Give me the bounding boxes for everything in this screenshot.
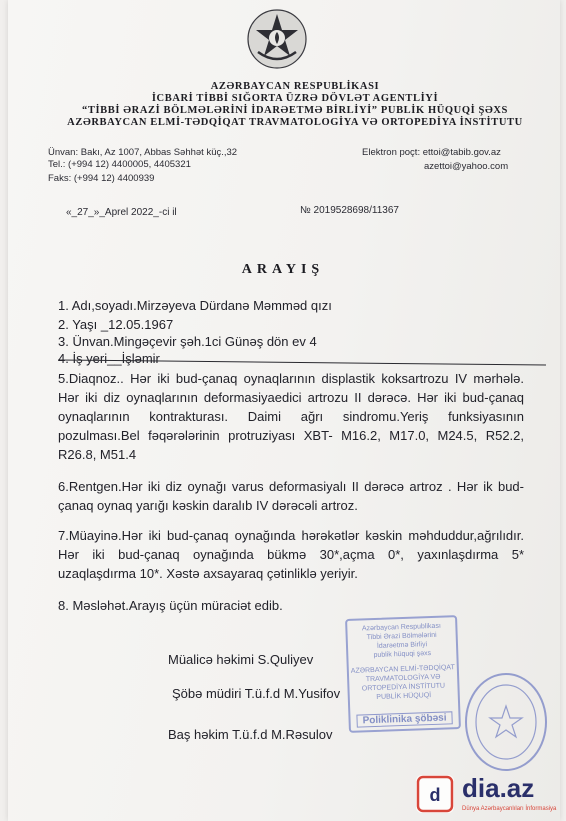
exam-paragraph: 7.Müayinə.Hər iki bud-çanaq oynağında hərəkətlər kəskin məhduddur,ağrılıdır. Hər iki bud-çanaq oynağında bükmə 30*,açma 0*, yaxınlaşdırma 5* uzaqlaşdırma 10*. Xəstə axsayaraq çətinliklə yeriyir. [58,528,524,581]
advice-paragraph: 8. Məsləhət.Arayış üçün müraciət edib. [58,598,283,613]
diagnosis-paragraph: 5.Diaqnoz.. Hər iki bud-çanaq oynaqlarının displastik koksartrozu IV mərhələ. Hər iki diz oynaqlarının deformasiyaedici artrozu II dərəcə. Hər iki bud-çanaq oynaqlarının kontrakturası. Daimi ağrı sindromu.Yeriş funksiyasının pozulması.Bel fəqərələrinin protruziyası XBT- M16.2, M17.0, M24.5, R52.2, R26.8, M51.4 [58,371,524,462]
svg-text:d: d [429,785,441,805]
watermark-subtitle: Dünya Azərbaycanlıları İnformasiya [462,806,557,812]
stamp-line: AZƏRBAYCAN ELMİ-TƏDQİQAT [350,664,455,675]
stamp-line: Azərbaycan Respublikası [361,622,441,633]
institution-stamp [345,615,461,733]
email-text-1: Elektron poçt: ettoi@tabib.gov.az [362,147,501,158]
email-text-2: azettoi@yahoo.com [424,161,509,172]
department-head-signature-line: Şöbə müdiri T.ü.f.d M.Yusifov [172,686,341,701]
rentgen-paragraph: 6.Rentgen.Hər iki diz oynağı varus deformasiyalı II dərəcə artroz . Hər ik bud-çanaq oynaq yarığı kəskin daralıb IV dərəcəli artroz. [58,479,524,513]
stamp-line: publik hüquqi şəxs [373,650,432,660]
doctor-signature-line: Müalicə həkimi S.Quliyev [168,652,314,667]
document-title: ARAYIŞ [241,262,325,277]
fax-text: Faks: (+994 12) 4400939 [48,173,155,184]
document-number: № 2019528698/11367 [300,205,399,216]
address-text: Ünvan: Bakı, Az 1007, Abbas Səhhət küç.,32 [48,147,238,158]
org-line-3: “TİBBİ ƏRAZİ BÖLMƏLƏRİNİ İDARƏETMƏ BİRLİYİ” PUBLİK HÜQUQİ ŞƏXS [82,105,508,116]
stamp-line: PUBLİK HÜQUQİ [376,692,432,701]
chief-doctor-signature-line: Baş həkim T.ü.f.d M.Rəsulov [168,727,333,742]
state-emblem-icon [246,8,308,70]
field-age: 2. Yaşı _12.05.1967 [58,317,174,332]
stamp-line: TRAVMATOLOGİYA VƏ [365,673,441,684]
document-date: «_27_»_Aprel 2022_-ci il [66,207,177,218]
field-name: 1. Adı,soyadı.Mirzəyeva Dürdanə Məmməd qızı [58,298,332,313]
field-workplace: 4. İş yeri__İşləmir [58,351,160,366]
field-address: 3. Ünvan.Mingəçevir şəh.1ci Günəş dön ev 4 [58,334,317,349]
phone-text: Tel.: (+994 12) 4400005, 4405321 [48,159,191,170]
stamp-line: Tibbi Ərazi Bölmələrini [366,631,437,642]
watermark-brand: dia.az [462,773,535,803]
org-line-2: İCBARİ TİBBİ SIĞORTA ÜZRƏ DÖVLƏT AGENTLİYİ [151,93,439,104]
org-line-1: AZƏRBAYCAN RESPUBLİKASI [210,81,380,92]
round-seal-icon [458,668,550,776]
stamp-line: ORTOPEDİYA İNSTİTUTU [361,682,446,693]
stamp-line: İdarəetmə Birliyi [376,641,428,650]
stamp-footer: Poliklinika şöbəsi [356,711,452,727]
org-line-4: AZƏRBAYCAN ELMİ-TƏDQİQAT TRAVMATOLOGİYA VƏ ORTOPEDİYA İNSTİTUTU [67,117,523,128]
